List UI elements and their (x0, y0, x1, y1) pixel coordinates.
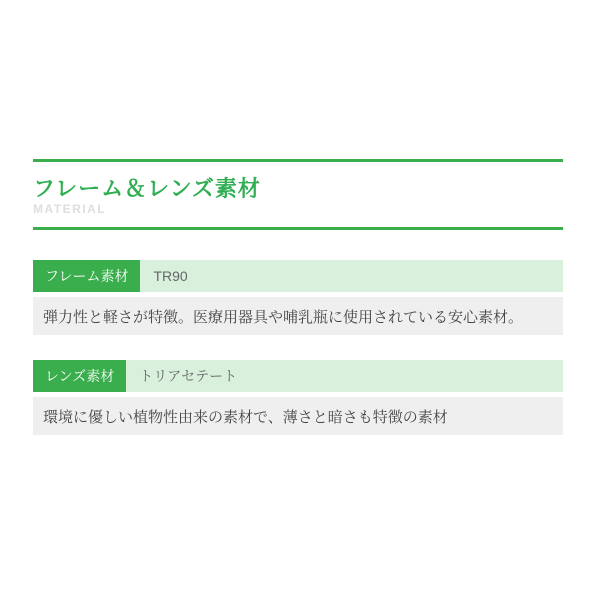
material-row-frame (33, 260, 563, 292)
section-title: フレーム＆レンズ素材 (33, 176, 261, 201)
material-description: 弾力性と軽さが特徴。医療用器具や哺乳瓶に使用されている安心素材。 (33, 297, 563, 335)
material-value: トリアセテート (139, 368, 238, 385)
section-subtitle: MATERIAL (33, 202, 107, 217)
top-divider (33, 159, 563, 162)
material-row-lens (33, 360, 563, 392)
material-label-badge: レンズ素材 (33, 360, 126, 392)
material-label-badge: フレーム素材 (33, 260, 140, 292)
material-value: TR90 (153, 268, 188, 285)
bottom-divider (33, 227, 563, 230)
material-description: 環境に優しい植物性由来の素材で、薄さと暗さも特徴の素材 (33, 397, 563, 435)
section-content (33, 0, 563, 435)
